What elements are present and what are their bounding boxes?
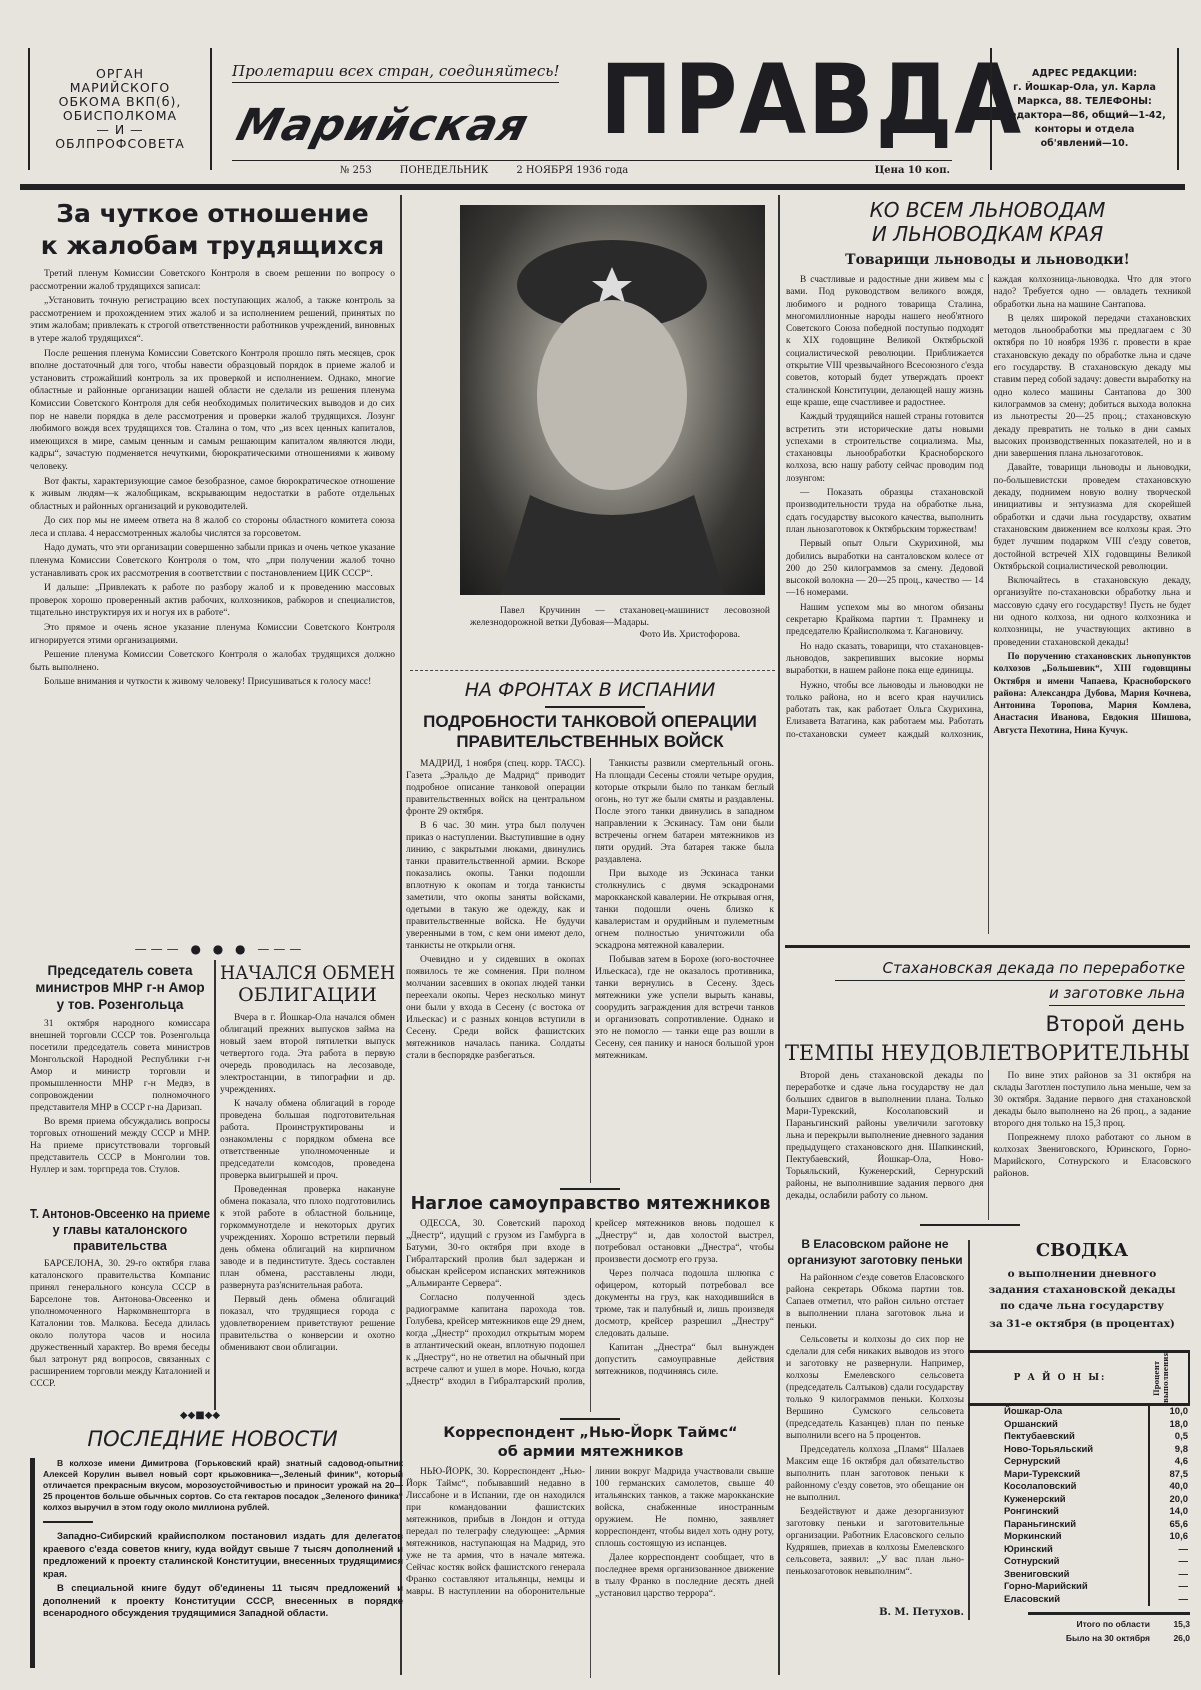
- svodka-row: [968, 1469, 1190, 1482]
- latest-news-headline: ПОСЛЕДНИЕ НОВОСТИ: [87, 1427, 338, 1451]
- headline-line: ПРАВИТЕЛЬСТВЕННЫХ ВОЙСК: [456, 732, 724, 751]
- nyt-body: [406, 1466, 774, 1678]
- svodka-value: 18,0: [1149, 1419, 1190, 1432]
- paragraph: К началу обмена облигаций в городе проведена большая подготовительная работа. Проинструктированы и ознакомлены с порядком обмена все ответственные уполномоченные и председатели комсодов, проведена проверка выигрышей и проч.: [220, 1099, 395, 1181]
- organ-line: ОБКОМА ВКП(б),: [58, 94, 182, 109]
- issue-line: [340, 165, 950, 176]
- photo-caption: [470, 605, 770, 641]
- headline-line: Корреспондент „Нью-Йорк Таймс“: [443, 1425, 738, 1441]
- organ-line: ОБИСПОЛКОМА: [62, 108, 178, 123]
- column-divider: [778, 195, 780, 1675]
- decade-body: [786, 1070, 1191, 1220]
- dniester-headline: Наглое самоуправство мятежников: [410, 1194, 771, 1214]
- paragraph: Сельсоветы и колхозы до сих пор не сделали для себя никаких выводов из этого и заготовку не развернули. Например, колхозы Емелевского сельсовета (председатель Салтыков) сдали государству только 9 килограммов пеньки. Колхозы Вершино Сумского сельсовета (председатель Казанцев) план по пеньке выполнили всего на 5 процентов.: [786, 1335, 964, 1441]
- headline-line: правительства: [73, 1239, 167, 1253]
- svodka-total-label: Итого по области: [1076, 1619, 1150, 1629]
- nyt-headline: [403, 1424, 778, 1462]
- svodka-row: [968, 1481, 1190, 1494]
- antonov-body: [30, 1258, 210, 1408]
- paragraph: По поручению стахановских льнопунктов колхозов „Большевик“, XIII годовщины Октября и имени Чапаева, Красноборского района: Александра Дубова, Мария Кочнева, Антонина Торопова, Мария Комлева, Анастасия Иванова, Евдокия Шишова, Августа Пехотина, Нина Кучук.: [993, 651, 1191, 736]
- dots-separator: ——— ● ● ● ———: [134, 942, 306, 956]
- svodka-district: Еласовский: [1004, 1593, 1061, 1605]
- issue-number: № 253: [340, 165, 372, 176]
- paragraph: Третий пленум Комиссии Советского Контроля в своем решении по вопросу о рассмотрении жалоб трудящихся записал:: [30, 269, 395, 292]
- svodka-title: СВОДКА: [1035, 1240, 1129, 1261]
- decade-rubric: [835, 956, 1185, 1006]
- masthead-organ-box: [28, 48, 212, 170]
- paragraph: Попрежнему плохо работают со льном в колхозах Звениговского, Юринского, Горно-Марийского, Сотнурского и Еласовского районов.: [993, 1133, 1191, 1179]
- paragraph: Решение пленума Комиссии Советского Контроля о жалобах трудящихся должно быть выполнено.: [30, 650, 395, 673]
- paragraph: Председатель колхоза „Пламя“ Шалаев Максим еще 16 октября дал обязательство выполнить план заготовок пеньки к районному с'езду советов, это обещание он не выполнил.: [786, 1445, 964, 1503]
- flax-appeal-subhead-box: [785, 250, 1190, 270]
- paragraph: Второй день стахановской декады по переработке и сдаче льна государству не дал больших сдвигов в выполнении плана. Только Мари-Турекский, Косолаповский и Параньгинский районы увеличили заготовку льна и перекрыли выполнение дневного задания предыдущего стахановского дня. Шапкинский, Пектубаевский, Йошкар-Ола, Ново-Торьяльский, Куженерский, Сернурский районы, не выполнившие задания первого дня декады, ослабили работу со льном.: [786, 1071, 984, 1201]
- paragraph: Включайтесь в стахановскую декаду, организуйте по-стахановски обработку льна и массовую сдачу его государству! Пусть не будет ни одного колхоза, ни одного колхозника и колхозницы, не участвующих активно в проведении стахановской декады!: [993, 576, 1191, 648]
- paragraph: Во время приема обсуждались вопросы торговых отношений между СССР и МНР. На приеме присутствовали торговый представитель СССР в Монголии тов. Нуллер и зам. торгпреда тов. Стулов.: [30, 1117, 210, 1175]
- bonds-body: [220, 1012, 395, 1408]
- paragraph: В 6 час. 30 мин. утра был получен приказ о наступлении. Выступившие в одну линию, с закрытыми люками, двинулись танки правительственной армии. Вскоре показались окопы. Танки подошли вплотную к окопам и тогда танкисты заметили, что окопы заняты войсками, одетыми в такую же одежду, как и правительственные войска. Не будучи уверенными в том, с кем они имеют дело, танкисты не открыли огня.: [406, 821, 585, 951]
- flax-appeal-subhead: Товарищи льноводы и льноводки!: [845, 252, 1130, 268]
- paragraph: НЬЮ-ЙОРК, 30. Корреспондент „Нью-Йорк Таймс“, побывавший недавно в Лиссабоне и в Испании, где он находился при командовании фашистских мятежников, прибыв в Лондон и оттуда передал по телеграфу следующее: „Армия мятежников, наступающая на Мадрид, это уже не та армия, что в начале мятежа. Сейчас костяк войск фашистского генерала Франко составляют итальянцы, немцы и мавры. В наступлении на оборонительные линии вокруг Мадрида участвовали свыше 100 германских самолетов, свыше 40 итальянских танков, а также марокканские войска, снабженные иностранным оружием. Не помню, заявляет корреспондент, чтобы видел хоть одну роту, сплошь состоящую из испанцев.: [406, 1467, 774, 1597]
- news-item: В специальной книге будут об'единены 11 тысяч предложений и дополнений к проекту Конституции СССР, внесенных в порядке всенародного обсуждения трудящимися Западной области.: [43, 1583, 403, 1619]
- article-divider: [560, 1188, 620, 1190]
- spain-rubric: НА ФРОНТАХ В ИСПАНИИ: [464, 679, 716, 701]
- news-item: Западно-Сибирский крайисполком постановил издать для делегатов краевого с'езда советов книгу, куда войдут свыше 7 тысяч дополнений и предложений к проекту сталинской Конституции, внесенных трудящимися края.: [43, 1531, 403, 1580]
- rubric-underline: [545, 706, 645, 708]
- address-line: конторы и отдела: [1034, 124, 1135, 135]
- paragraph: ОДЕССА, 30. Советский пароход „Днестр“, идущий с грузом из Гамбурга в Батуми, 30-го октября при входе в Гибралтарский пролив был задержан и обыскан крейсером испанских мятежников „Альмиранте Сервера“.: [406, 1219, 585, 1289]
- paragraph: Надо думать, что эти организации совершенно забыли приказ и очень четкое указание пленума Комиссии Советского Контроля о том, что „при получении жалоб точно устанавливать срок их рассмотрения в соответствии с постановлением ЦИК СССР“.: [30, 543, 395, 579]
- svodka-value: 87,5: [1149, 1469, 1190, 1482]
- paragraph: Первый день обмена облигаций показал, что трудящиеся города с удовлетворением приветствуют решение правительства о конверсии и охотно обменивают свои облигации.: [220, 1295, 395, 1353]
- paragraph: Согласно полученной здесь радиограмме капитана парохода тов. Голубева, крейсер мятежников еще 29 днем, когда „Днестр“ проходил открытым морем в атлантический океан, вплотную подошел к „Днестру“, но не ответил на обычный при встрече салют и ушел в море. Ночью, когда „Днестр“ входил в Гибралтарский пролив, крейсер мятежников вновь подошел к „Днестру“ и, дав холостой выстрел, потребовал остановки „Днестра“, чтобы произвести досмотр его груза.: [406, 1219, 774, 1387]
- svodka-district: Горно-Марийский: [1004, 1581, 1088, 1592]
- paragraph: Но надо сказать, товарищи, что стахановцев-льноводов, закрепивших высокие нормы выработки, в нашем районе пока еще единицы.: [786, 641, 984, 677]
- svodka-col-percent: Процент выполнения: [1152, 1353, 1190, 1403]
- antonov-headline: [30, 1206, 210, 1254]
- hemp-body: [786, 1272, 964, 1600]
- paragraph: До сих пор мы не имеем ответа на 8 жалоб со стороны областного комитета союза леса и сплава. 4 нерассмотренных жалобы числятся за горсоветом.: [30, 516, 395, 539]
- paragraph: Нашим успехом мы во многом обязаны секретарю Крайкома партии т. Прамнеку и председателю Крайисполкома т. Кагановичу.: [786, 602, 984, 638]
- bonds-headline: [220, 962, 395, 1006]
- svodka-subtitle: [972, 1266, 1192, 1332]
- svodka-row: [968, 1419, 1190, 1432]
- svodka-value: —: [1149, 1569, 1190, 1582]
- paragraph: Танкисты развили смертельный огонь. На площади Сесены стояли четыре орудия, которые открыли было по танкам беглый огонь, но тут же были смяты и раздавлены. После этого танки двинулись в западном направлении к Эскинасу. Там они были встречены огнем батареи мятежников из пяти орудий. Эта батарея также была раздавлена.: [595, 759, 774, 865]
- svodka-value: 10,6: [1149, 1531, 1190, 1544]
- svodka-value: 20,0: [1149, 1494, 1190, 1507]
- paragraph: В счастливые и радостные дни живем мы с вами. Под руководством великого вождя, любимого и родного товарища Сталина, многомиллионные народы нашего необ'ятного Советского Союза победной поступью подходят к XIX годовщине Великой Октябрьской социалистической революции. Приближается открытие VIII чрезвычайного Всесоюзного с'езда советов, который будет утверждать проект сталинской Конституции, делающей нашу жизнь еще краше, еще счастливее и радостнее.: [786, 275, 984, 408]
- headline-line: ПОДРОБНОСТИ ТАНКОВОЙ ОПЕРАЦИИ: [423, 712, 757, 731]
- dniester-body: [406, 1218, 774, 1412]
- news-item: В колхозе имени Димитрова (Горьковский край) знатный садовод-опытник Алексей Корулин вывел новый сорт крыжовника—„Зеленый финик“, который отличается прекрасным вкусом, морозоустойчивостью и приносит урожай на 20—25 процентов больше обычных сортов. Со ста гектаров посадок „Зеленого финика“ колхоз выручил в этом году около миллиона рублей.: [43, 1458, 403, 1512]
- paragraph: Через полчаса подошла шлюпка с офицером, который потребовал все документы на груз, как находившийся в трюме, так и палубный и, лишь произведя досмотр, крейсер разрешил „Днестру“ следовать дальше.: [595, 1269, 774, 1339]
- mnr-headline: [30, 962, 210, 1013]
- svodka-value: 40,0: [1149, 1481, 1190, 1494]
- paragraph: Далее корреспондент сообщает, что в последнее время организованное движение в тылу Франко в последние десять дней „установил царство террора“.: [595, 1553, 774, 1599]
- hemp-author: В. М. Петухов.: [879, 1607, 964, 1618]
- flax-appeal-body: [786, 274, 1191, 934]
- address-line: Маркса, 88. ТЕЛЕФОНЫ:: [1017, 96, 1152, 107]
- editorial-body: [30, 268, 395, 936]
- mnr-body: [30, 1018, 210, 1200]
- headline-line: у тов. Розенгольца: [56, 997, 184, 1012]
- address-line: АДРЕС РЕДАКЦИИ:: [1031, 68, 1138, 79]
- masthead-rule: [232, 160, 952, 161]
- paragraph: МАДРИД, 1 ноября (спец. корр. ТАСС). Газета „Эральдо де Мадрид“ приводит подробное описание танковой операции правительственных войск на центральном фронте 29 октября.: [406, 759, 585, 817]
- paragraph: После решения пленума Комиссии Советского Контроля прошло пять месяцев, срок вполне достаточный для того, чтобы навести образцовый порядок в приеме жалоб и установить строжайший контроль за их проверкой и исполнением. Однако, многие областные и районные организации нашей области не сделали из решения пленума Комиссии Советского Контроля для себя необходимых политических выводов и до сих пор не навели порядка в деле рассмотрения и проверки жалоб трудящихся. Лозунг любимого вождя всех трудящихся тов. Сталина о том, что „из всех ценных капиталов, имеющихся в мире, самым ценным и самым решающим капиталом являются люди, кадры“, зачастую подменяется нечуткими, бюрократическими отношениями к живому человеку.: [30, 348, 395, 472]
- headline-line: КО ВСЕМ ЛЬНОВОДАМ: [869, 198, 1106, 222]
- headline-line: НАЧАЛСЯ ОБМЕН: [220, 962, 396, 984]
- svodka-total-value: 15,3: [1173, 1619, 1190, 1629]
- svodka-value: —: [1149, 1544, 1190, 1557]
- paragraph: Побывав затем в Борохе (юго-восточнее Ильескаса), где не оказалось противника, танки вернулись в Сесену. Здесь мятежники уже успели вырыть канавы, соорудить заграждения для встречи танков и организовать сопротивление. Однако и это не помогло — танки еще раз вошли в Сесену, сея панику и нанося большой урон мятежникам.: [595, 955, 774, 1061]
- paragraph: Первый опыт Ольги Скурихиной, мы добились выработки на санталовском колесе от 200 до 250 килограммов за смену. Дедовой высокой волокна — 20—25 проц., качество — 14—16 номерами.: [786, 539, 984, 599]
- photo-credit: Фото Ив. Христофорова.: [639, 630, 740, 640]
- wavy-divider: [410, 670, 775, 672]
- organ-line: ОБЛПРОФСОВЕТА: [55, 136, 185, 151]
- paragraph: „Установить точную регистрацию всех поступающих жалоб, а также контроль за рассмотрением и прохождением этих жалоб и за исполнением решений, принятых по этим жалобам; привлекать к строгой ответственности работников учреждений, виновных в утере жалоб трудящихся“.: [30, 296, 395, 344]
- latest-news-body: [30, 1458, 403, 1668]
- article-divider: [560, 1418, 620, 1420]
- headline-line: у главы каталонского: [52, 1223, 188, 1237]
- decade-headline: ТЕМПЫ НЕУДОВЛЕТВОРИТЕЛЬНЫ: [785, 1041, 1190, 1065]
- paragraph: По вине этих районов за 31 октября на склады Заготлен поступило льна меньше, чем за 30 октября. Задание первого дня стахановской декады было выполнено на 26 проц., а задание второго дня только на 15,3 проц.: [993, 1071, 1191, 1129]
- paragraph: И дальше: „Привлекать к работе по разбору жалоб и к проведению массовых проверок хорошо проверенный актив рабочих, колхозников, рабкоров и специалистов, тщательно инструктируя их и ногуя их в работе“.: [30, 583, 395, 619]
- svodka-district: Оршанский: [1004, 1418, 1058, 1430]
- editorial-headline: [30, 198, 395, 262]
- svodka-value: 0,5: [1149, 1431, 1190, 1444]
- paragraph: Больше внимания и чуткости к живому человеку! Присушиваться к голосу масс!: [44, 677, 372, 688]
- organ-line: — И —: [96, 122, 144, 137]
- headline-line: министров МНР г-н Амор: [35, 980, 205, 995]
- paragraph: Вчера в г. Йошкар-Ола начался обмен облигаций прежних выпусков займа на новый заем второй пятилетки выпуск четвертого года. Эта работа в первую очередь проводилась на лесозаводе, электростанции, в типографии и др. учреждениях.: [220, 1013, 395, 1095]
- decade-headline-box: [785, 1040, 1190, 1066]
- portrait-figure-icon: [460, 205, 765, 595]
- svodka-district: Йошкар-Ола: [1004, 1406, 1063, 1417]
- masthead-title-script: Марийская: [231, 100, 534, 151]
- svodka-value: —: [1149, 1581, 1190, 1594]
- svodka-value: 14,0: [1149, 1506, 1190, 1519]
- svodka-district: Пектубаевский: [1004, 1431, 1075, 1442]
- rubric-line: Стахановская декада по переработке: [835, 956, 1185, 981]
- hemp-headline: [785, 1236, 965, 1268]
- organ-line: ОРГАН: [96, 66, 144, 81]
- svodka-district: Сотнурский: [1004, 1556, 1060, 1567]
- svodka-row: [968, 1581, 1190, 1594]
- svodka-row: [968, 1531, 1190, 1544]
- caption-text: Павел Кручинин — стахановец-машинист лесовозной железнодорожной ветки Дубовая—Мадары.: [470, 606, 770, 628]
- issue-price: Цена 10 коп.: [874, 165, 950, 176]
- organ-line: МАРИЙСКОГО: [69, 80, 171, 95]
- address-line: об'явлений—10.: [1040, 138, 1129, 149]
- diamond-separator: ◆◆■◆◆: [179, 1410, 221, 1421]
- flax-appeal-headline: [785, 198, 1190, 246]
- svodka-district: Моркинский: [1004, 1531, 1062, 1542]
- headline-line: ОБЛИГАЦИИ: [238, 984, 377, 1006]
- paragraph: В целях широкой передачи стахановских методов льнообработки мы предлагаем с 30 октября по 10 ноября 1936 г. провести в крае стахановскую декаду по обработке льна и сдаче его государству. В стахановскую декаду мы ставим перед собой задачу: довести выработку на одно колесо машины Сантапова до 300 килограммов за смену; добиться выхода волокна из льнотресты 20—25 проц.; стахановскую декаду превратить не только в дни самых высоких производственных показателей, но и в дни завершения плана льнозаготовок.: [993, 313, 1191, 460]
- spain-body: [406, 758, 774, 1183]
- svodka-row: [968, 1556, 1190, 1569]
- headline-line: За чуткое отношение: [56, 199, 369, 228]
- headline-line: организуют заготовку пеньки: [787, 1253, 963, 1267]
- svodka-date-line: за 31-е октября (в процентах): [989, 1318, 1175, 1330]
- masthead-title-block: ПРАВДА: [600, 44, 1023, 156]
- svodka-district: Звениговский: [1004, 1568, 1070, 1580]
- svodka-table: [968, 1350, 1190, 1644]
- svodka-district: Куженерский: [1004, 1493, 1066, 1505]
- paragraph: Это прямое и очень ясное указание пленума Комиссии Советского Контроля игнорируется этими организациями.: [30, 623, 395, 646]
- issue-weekday: ПОНЕДЕЛЬНИК: [399, 165, 489, 176]
- svodka-district: Косолаповский: [1004, 1481, 1077, 1492]
- svodka-district: Юринский: [1004, 1543, 1053, 1555]
- subtitle-line: о выполнении дневного: [1007, 1268, 1157, 1280]
- subtitle-line: по сдаче льна государству: [1000, 1300, 1164, 1312]
- masthead-address-box: [990, 48, 1179, 170]
- svodka-row: [968, 1406, 1190, 1419]
- issue-date: 2 НОЯБРЯ 1936 года: [516, 165, 629, 176]
- headline-line: к жалобам трудящихся: [40, 231, 385, 260]
- svodka-value: —: [1149, 1594, 1190, 1607]
- svodka-row: [968, 1444, 1190, 1457]
- portrait-photo: [460, 205, 765, 595]
- section-rule: [785, 945, 1190, 948]
- dniester-headline-box: [403, 1192, 778, 1216]
- paragraph: Очевидно и у сидевших в окопах появилось те же сомнения. При полном молчании засевших в окопах людей танки переехали окопы. Через несколько минут они были у входа в Сесену (с востока от Ильескас) и с разных концов вступили в Сесену. Среди войск фашистских мятежников началась паника. Солдаты стали в беспорядке разбегаться.: [406, 955, 585, 1061]
- svodka-district: Параньгинский: [1004, 1518, 1077, 1530]
- paragraph: Проведенная проверка накануне обмена показала, что плохо подготовились к этой работе в областной больнице, горкоммунотделе и некоторых других учреждениях. Хорошо встретили первый день обмена облигаций на кирпичном заводе и в пединституте. Здесь составлен план обмена, расставлены люди, развернута раз'яснительная работа.: [220, 1185, 395, 1291]
- paragraph: При выходе из Эскинаса танки столкнулись с двумя эскадронами марокканской кавалерии. Не открывая огня, танки подошли очень близко к кавалеристам и орудийным и пулеметным огнем полностью уничтожили оба эскадрона мятежной кавалерии.: [595, 869, 774, 951]
- svodka-row: [968, 1494, 1190, 1507]
- section-rule: [920, 1224, 1020, 1226]
- paragraph: Каждый трудящийся нашей страны готовится встретить эти исторические даты новыми успехами в строительстве социализма. Мы, стахановцы льнообработки Красноборского колхоза, всю нашу работу сейчас проводим под лозунгом:: [786, 412, 984, 484]
- svodka-row: [968, 1519, 1190, 1532]
- svodka-value: 9,8: [1149, 1444, 1190, 1457]
- paragraph: На районном с'езде советов Еласовского района секретарь Обкома партии тов. Сапаев отметил, что район сильно отстает в выполнении плана заготовок льна и пеньки.: [786, 1273, 964, 1331]
- svodka-value: 10,0: [1149, 1406, 1190, 1419]
- svodka-value: —: [1149, 1556, 1190, 1569]
- svodka-value: 4,6: [1149, 1456, 1190, 1469]
- subtitle-line: задания стахановской декады: [988, 1284, 1176, 1296]
- column-divider: [400, 195, 402, 1675]
- svodka-row: [968, 1544, 1190, 1557]
- svodka-row: [968, 1456, 1190, 1469]
- svodka-district: Мари-Турекский: [1004, 1468, 1081, 1480]
- decade-headline-small: Второй день: [1045, 1012, 1185, 1036]
- headline-line: об армии мятежников: [497, 1444, 684, 1460]
- spain-headline: [405, 712, 775, 752]
- svodka-district: Ново-Торьяльский: [1004, 1443, 1094, 1455]
- svodka-prev-label: Было на 30 октября: [1065, 1633, 1150, 1643]
- svodka-district: Ронгинский: [1004, 1506, 1059, 1517]
- svodka-prev-value: 26,0: [1173, 1633, 1190, 1643]
- svodka-col-district: Р А Й О Н Ы:: [1013, 1373, 1107, 1383]
- masthead-slogan: Пролетарии всех стран, соединяйтесь!: [232, 62, 559, 83]
- paragraph: Капитан „Днестра“ был вынужден допустить самоуправные действия мятежников, подчиняясь силе.: [595, 1343, 774, 1377]
- masthead-thick-rule: [20, 184, 1185, 190]
- svodka-value: 65,6: [1149, 1519, 1190, 1532]
- paragraph: — Показать образцы стахановской производительности труда на обработке льна, сдать государству высокого качества, выполнить план льнозаготовок к Октябрьским торжествам!: [786, 488, 984, 535]
- paragraph: Вот факты, характеризующие самое безобразное, самое бюрократическое отношение к живым людям—к жалобщикам, вскрывающим недостатки в работе отдельных областных и районных организаций и руководителей.: [30, 476, 395, 512]
- headline-line: Председатель совета: [47, 963, 193, 978]
- paragraph: 31 октября народного комиссара внешней торговли СССР тов. Розенгольца посетили председатель совета министров Монгольской Народной Республики г-н Амор и министр торговли и промышленности МНР г-н Медвэ, в сопровождении полномочного представителя МНР в СССР г-на Даризап.: [30, 1019, 210, 1113]
- headline-line: И ЛЬНОВОДКАМ КРАЯ: [871, 222, 1104, 246]
- svodka-rows: [968, 1406, 1190, 1606]
- paragraph: Нужно, чтобы все льноводы и льноводки не только района, но и всего края научились работать так, как работает Ольга Скурихина, Елизавета Ватагина, как работаем мы. Работать по-стахановски сумеет каждый колхозник, каждая колхозница-льноводка. Что для этого надо? Требуется одно — овладеть техникой обработки льна на машине Сантапова.: [786, 275, 1191, 740]
- headline-line: В Еласовском районе не: [801, 1237, 949, 1251]
- column-divider: [214, 960, 216, 1410]
- paragraph: Бездействуют и даже дезорганизуют заготовку пеньки и заготовительные организации. Работник Еласовского сельпо Кудряшев, приехав в колхозы Емелевского сельсовета, заявил: „У вас план льно-пенькозаготовок невыполним“.: [786, 1507, 964, 1577]
- svodka-row: [968, 1506, 1190, 1519]
- headline-line: Т. Антонов-Овсеенко на приеме: [30, 1207, 210, 1221]
- rubric-line: и заготовке льна: [1049, 981, 1185, 1006]
- paragraph: БАРСЕЛОНА, 30. 29-го октября глава каталонского правительства Компанис принял генерального консула СССР в Барселоне тов. Антонова-Овсеенко и уполномоченного Наркомвнешторга в Каталонии тов. Малкова. Беседа длилась около полутора часов и носила дружественный характер. Во время беседы был затронут ряд вопросов, связанных с расширением торговли между Каталонией и СССР.: [30, 1259, 210, 1389]
- svodka-district: Сернурский: [1004, 1456, 1061, 1467]
- svodka-row: [968, 1569, 1190, 1582]
- address-line: г. Йошкар-Ола, ул. Карла: [1013, 82, 1156, 93]
- paragraph: Давайте, товарищи льноводы и льноводки, по-большевистски проведем стахановскую декаду, поднимем новую волну творческой инициативы и энтузиазма для скорейшей обработки и сдачи льна государству, охватим стахановским движением все колхозы края. Это будет лучшим подарком VIII с'езду советов, достойной встречей XIX годовщины Великой Октябрьской социалистической революции.: [993, 463, 1191, 572]
- svodka-row: [968, 1594, 1190, 1607]
- svodka-row: [968, 1431, 1190, 1444]
- news-divider: [43, 1521, 93, 1523]
- address-line: редактора—86, общий—1-42,: [1003, 110, 1166, 121]
